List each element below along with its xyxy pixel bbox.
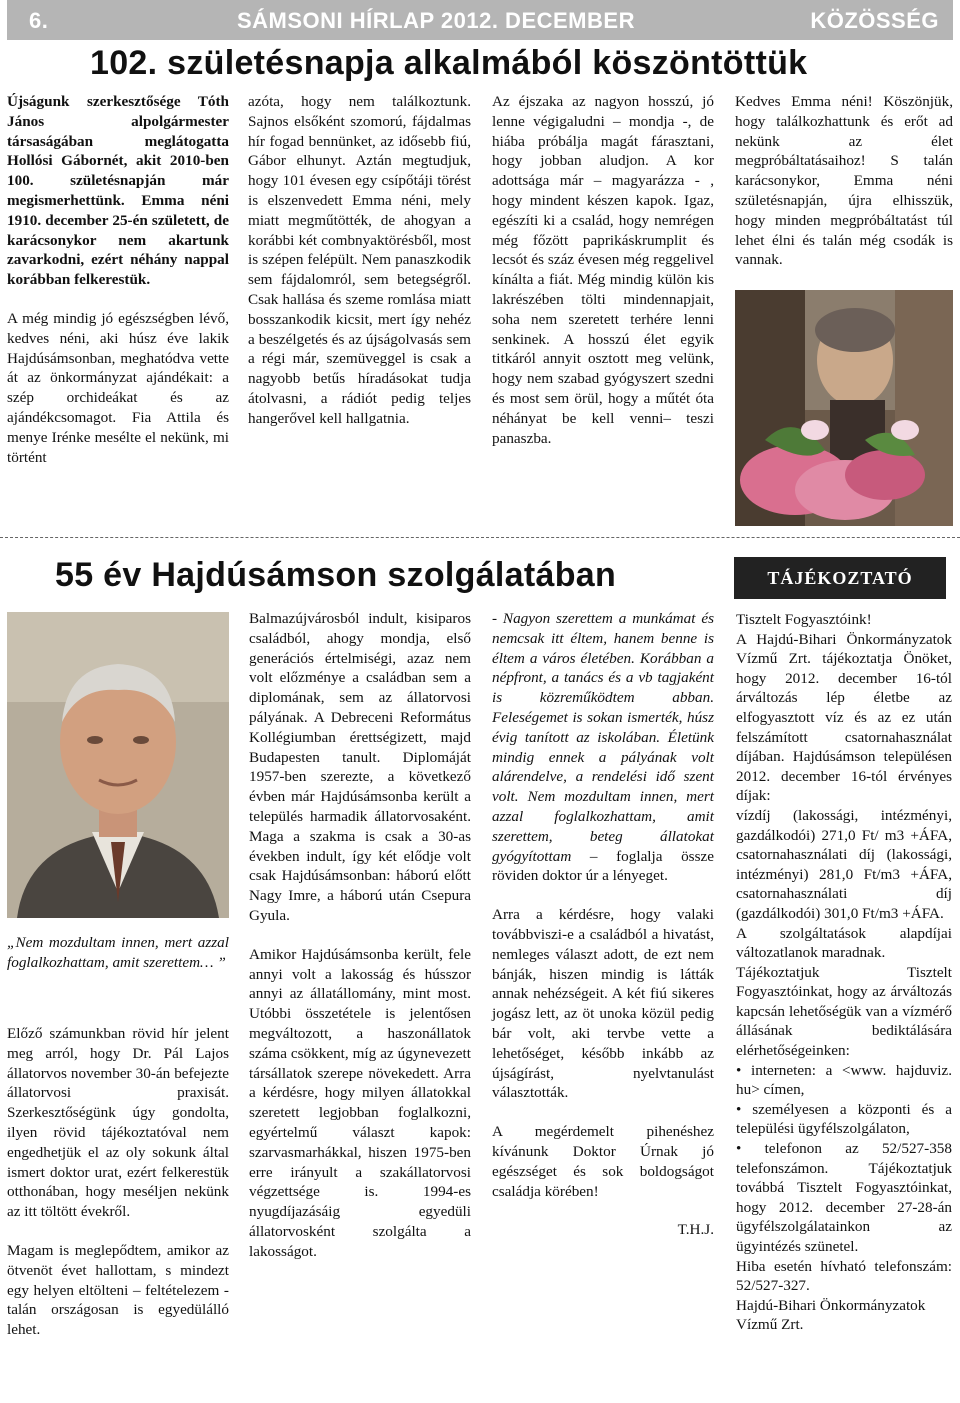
info-heading: TÁJÉKOZTATÓ bbox=[734, 557, 946, 599]
dr-pal-lajos-photo bbox=[7, 612, 229, 918]
section-name: KÖZÖSSÉG bbox=[810, 8, 939, 33]
article2-col2-p2: Amikor Hajdúsámsonba került, fele annyi volt a lakosság és hússzor annyi az állatállomány, mint most. Utóbbi összetétele is jelentősen megváltozott, a haszonállatok száma csökkent, míg az úgynevezett társállatok szerepe növekedett. Arra a kérdésre, hogy milyen állatokkal szeretett legjobban foglalkozni, egyértelmű választ kapok: szarvasmarhákkal, hiszen 1975-ben erre irányult a szakállatorvosi végzettsége is. 1994-es nyugdíjazásáig egyedüli állatorvosként szolgálta a lakosságot. bbox=[249, 945, 471, 1260]
info-box bbox=[736, 610, 952, 1335]
dr-pal-lajos-photo-image bbox=[7, 612, 229, 918]
info-body3: A szolgáltatások alapdíjai változatlanok maradnak. bbox=[736, 924, 952, 962]
article1-col2 bbox=[248, 92, 471, 448]
article2-col2 bbox=[249, 609, 471, 1281]
article1-col3-text: Az éjszaka az nagyon hosszú, jó lenne végigaludni – mondja -, de hiába próbálja magát fárasztani, hogy jobban aludjon. A kor adottsága már – magyarázza - , hogy mindent készen kapok. Igaz, egészíti ki a család, hogy nemrégen még főzött paprikáskrumplit és lecsót és száz évesen még reggelivel kínálta a fiát. Még mindig külön kis lakrészében tölti mindennapjait, soha nem szeretett terhére lenni senkinek. A hosszú élet egyik titkáról annyit osztott meg velünk, hogy nem szabad gyógyszert szedni és most sem örül, hogy a műtét óta néhányat be kell venni– teszi panaszba. bbox=[492, 93, 714, 447]
info-bullet-personal: • személyesen a központi és a települési ügyfélszolgálaton, bbox=[736, 1100, 952, 1138]
article2-col1 bbox=[7, 1024, 229, 1359]
article2-col3-p1 bbox=[492, 609, 714, 886]
photo-quote: „Nem mozdultam innen, mert azzal foglalkozhattam, amit szerettem… ” bbox=[7, 934, 229, 971]
info-body1: A Hajdú-Bihari Önkormányzatok Vízmű Zrt. tájékoztatja Önöket, hogy 2012. december 16-tól árváltozás lép életbe az elfogyasztott víz és az ez után felszámított csatornahasználat díjában. Hajdúsámson településen 2012. december 16-tól érvényes díjak: bbox=[736, 630, 952, 805]
article1-col1-body: A még mindig jó egészségben lévő, kedves néni, aki húsz éve lakik Hajdúsámsonban, meghatódva vette át az önkormányzat ajándékait: a szép orchideákat és az ajándékcsomagot. Fia Attila és menye Irénke mesélte el nekünk, mi történt bbox=[7, 309, 229, 466]
article2-col3-p2: Arra a kérdésre, hogy valaki továbbviszi-e a családból a hivatást, nemleges választ adott, de ezt nem bánják, hiszen mindig is látták annak nehézségeit. A két fiú sikeres jogász lett, az öt unoka közül pedig bár volt, aki tervbe vette a lehetőséget, később inkább az újságírást, nyelvtanulást választották. bbox=[492, 906, 714, 1102]
article2-col3 bbox=[492, 609, 714, 1259]
article2-title: 55 év Hajdúsámson szolgálatában bbox=[55, 556, 617, 594]
doctor-quote-tail: – foglalja össze röviden doktor úr a lényeget. bbox=[492, 847, 714, 885]
article2-col1-p1: Előző számunkban rövid hír jelent meg arról, hogy Dr. Pál Lajos állatorvos november 30-án befejezte állatorvosi praxisát. Szerkesztőségünk úgy gondolta, ilyen rövid tájékoztatóval nem engedhetjük el az oly sokunk által ismert doktor urat, ezért felkerestük otthonában, hogy meséljen nekünk az itt töltött évekről. bbox=[7, 1025, 229, 1221]
article1-col3 bbox=[492, 92, 714, 467]
article1-intro: Újságunk szerkesztősége Tóth János alpolgármester társaságában meglátogatta Hollósi Gábornét, akit 2010-ben 100. születésnapján már megismerhettünk. Emma néni 1910. december 25-én született, de karácsonykor nem akartunk zavarkodni, ezért néhány nappal korábban felkerestük. bbox=[7, 93, 229, 289]
info-bullet-internet: • interneten: a <www. hajduviz. hu> címen, bbox=[736, 1061, 952, 1099]
article2-col1-p2: Magam is meglepődtem, amikor az ötvenöt évet hallottam, s mindezt egy helyen eltölteni – feltételezem - talán országosan is egyedülálló lehet. bbox=[7, 1241, 229, 1339]
info-body2: vízdíj (lakossági, intézményi, gazdálkodói) 271,0 Ft/ m3 +ÁFA, csatornahasználati díj (lakossági, intézményi) 281,0 Ft/m3 +ÁFA, csatornahasználati díj (gazdálkodói) 301,0 Ft/m3 +ÁFA. bbox=[736, 806, 952, 922]
emma-neni-photo-image bbox=[735, 290, 953, 526]
info-greeting: Tisztelt Fogyasztóink! bbox=[736, 611, 872, 628]
doctor-quote: - Nagyon szerettem a munkámat és nemcsak itt éltem, hanem benne is éltem a város életében. Korábban a népfront, a tanács és a vb tagjaként is közreműködtem abban. Feleségemet is sokan ismerték, húsz évig tanított az iskolában. Életünk mindig ennek a pályának volt alárendelve, a rendelési idő szent volt. Nem mozdultam innen, mert azzal foglalkozhattam, amit szerettem, beteg állatokat gyógyítottam bbox=[492, 610, 714, 865]
section-divider bbox=[0, 537, 960, 538]
info-body4: Tájékoztatjuk Tisztelt Fogyasztóinkat, hogy az árváltozás kapcsán lehetőségük van a vízmérő állásának bediktálására elérhetőségeinken: bbox=[736, 963, 952, 1060]
page-header bbox=[7, 0, 953, 40]
article1-col4-text: Kedves Emma néni! Köszönjük, hogy találkozhattunk és erőt ad nekünk az élet megpróbáltatásaihoz! S talán karácsonykor, Emma néni születésnapján, újra elhisszük, hogy minden megpróbáltatást túl lehet élni és talán még csodák is vannak. bbox=[735, 93, 953, 269]
article2-col2-p1: Balmazújvárosból indult, kisiparos családból, ahogy mondja, első generációs értelmiségi, azaz nem volt előzménye a családban sem a diplomának, sem az állatorvosi pályának. A Debreceni Református Kollégiumban érettségizett, majd Budapesten tanult. Diplomáját 1957-ben szerezte, a következő évben már Hajdúsámsonba került a település harmadik állatorvosaként. Maga a szakma is csak a 30-as években indult, így két elődje volt csak Hajdúsámsonban: háború előtt Nagy Imre, a háború után Csepura Gyula. bbox=[249, 610, 471, 924]
article2-col3-p3: A megérdemelt pihenéshez kívánunk Doktor Úrnak jó egészséget és sok boldogságot családja körében! bbox=[492, 1123, 714, 1200]
article1-col4 bbox=[735, 92, 953, 289]
article1-col2-text: azóta, hogy nem találkoztunk. Sajnos elsőként szomorú, fájdalmas hír fogad bennünket, az idősebb fiú, Gábor elhunyt. Aztán megtudjuk, hogy 101 évesen egy csípőtáji törést is elszenvedett Emma néni, mely miatt megműtötték, de ahogyan a korábbi két combnyaktörésből, most is szépen felépült. Nem panaszkodik sem fájdalomról, sem betegségről. Csak hallása és szeme romlása miatt bosszankodik kicsit, mert így nehéz a beszélgetés és az újságolvasás sem a régi már, szemüveggel is csak a nagyobb betűs híradásokat tudja átolvasni, a rádiót pedig teljes hangerővel kell hallgatnia. bbox=[248, 93, 471, 427]
article1-col1 bbox=[7, 92, 229, 486]
info-footer: Hajdú-Bihari Önkormányzatok Vízmű Zrt. bbox=[736, 1296, 926, 1334]
info-body5: Hiba esetén hívható telefonszám: 52/527-327. bbox=[736, 1257, 952, 1295]
author-signature: T.H.J. bbox=[677, 1221, 714, 1239]
article1-title: 102. születésnapja alkalmából köszöntöttük bbox=[90, 44, 808, 82]
page-number: 6. bbox=[29, 8, 49, 33]
info-bullet-phone: • telefonon az 52/527-358 telefonszámon. Tájékoztatjuk továbbá Tisztelt Fogyasztóinkat, hogy 2012. december 27-28-án ügyfélszolgálatainkon az ügyintézés szünetel. bbox=[736, 1140, 952, 1255]
publication-title: SÁMSONI HÍRLAP 2012. DECEMBER bbox=[237, 8, 635, 33]
emma-neni-photo bbox=[735, 290, 953, 526]
